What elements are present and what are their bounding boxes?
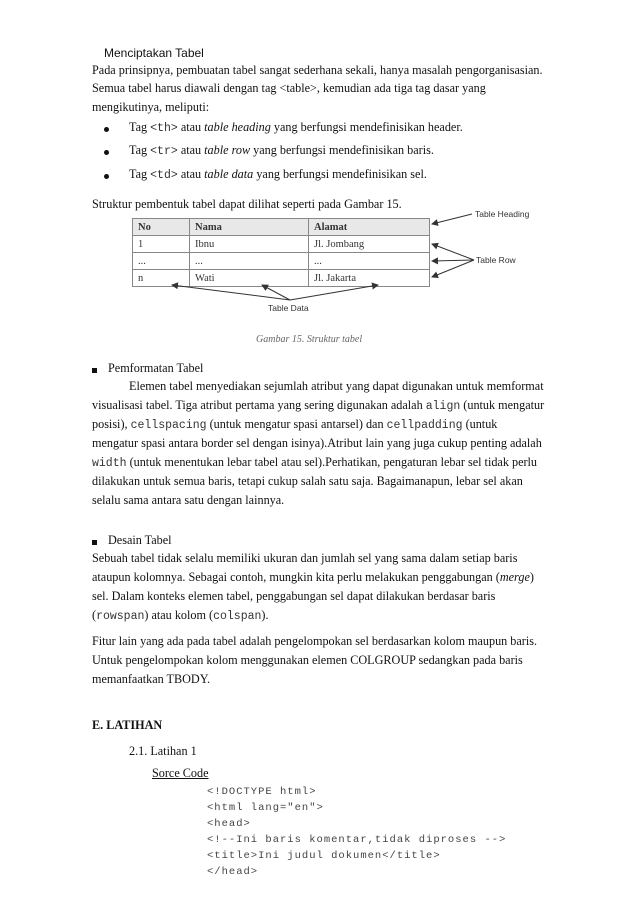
bullet-text: Tag	[129, 143, 148, 157]
text: (untuk	[465, 417, 498, 431]
code-cellpadding: cellpadding	[386, 419, 463, 432]
table-header-cell: No	[133, 219, 190, 236]
row-arrow	[432, 260, 474, 261]
figure-caption: Gambar 15. Struktur tabel	[256, 334, 363, 345]
text: (untuk menentukan lebar tabel atau sel).Perhatikan, pengaturan lebar sel tidak perlu	[129, 455, 538, 469]
code-tag: <td>	[150, 169, 178, 182]
paragraph-line	[92, 417, 497, 432]
paragraph-line: selalu sama antara satu dengan lainnya.	[92, 493, 285, 507]
text: ).	[261, 608, 269, 622]
paragraph-line: mengikutinya, meliputi:	[92, 100, 210, 114]
section-title-menciptakan-tabel: Menciptakan Tabel	[104, 46, 204, 60]
code-line: <!DOCTYPE html>	[207, 786, 317, 798]
subsection-title: 2.1. Latihan 1	[129, 744, 197, 758]
table-cell: ...	[133, 253, 190, 270]
text: ataupun kolomnya. Sebagai contoh, mungkin kita perlu melakukan penggabungan (	[92, 570, 500, 584]
label-table-data: Table Data	[268, 303, 309, 313]
code-align: align	[425, 400, 461, 413]
code-tag: <th>	[150, 122, 178, 135]
text: )	[529, 570, 534, 584]
paragraph-line: Fitur lain yang ada pada tabel adalah pengelompokan sel berdasarkan kolom maupun baris.	[92, 634, 538, 648]
code-line: </head>	[207, 866, 259, 878]
table-cell: n	[133, 270, 190, 287]
row-arrow	[432, 244, 474, 260]
paragraph-line: Elemen tabel menyediakan sejumlah atribut yang dapat digunakan untuk memformat	[129, 379, 544, 393]
text: (untuk mengatur spasi antarsel) dan	[209, 417, 384, 431]
code-tag: <tr>	[150, 145, 178, 158]
code-colspan: colspan	[213, 610, 262, 623]
paragraph-line: Semua tabel harus diawali dengan tag <table>, kemudian ada tiga tag dasar yang	[92, 81, 486, 95]
code-width: width	[92, 457, 127, 470]
term-merge: merge	[499, 570, 530, 584]
paragraph-line: Pada prinsipnya, pembuatan tabel sangat sederhana sekali, hanya masalah pengorganisasian.	[92, 63, 543, 77]
text: ) atau kolom (	[144, 608, 214, 622]
data-arrow	[290, 285, 378, 300]
section-title-desain: Desain Tabel	[108, 533, 172, 547]
table-header-cell: Alamat	[309, 219, 430, 236]
paragraph-line: Struktur pembentuk tabel dapat dilihat seperti pada Gambar 15.	[92, 197, 402, 211]
paragraph-line: mengatur spasi antara border sel dengan isinya).Atribut lain yang juga cukup penting adalah	[92, 436, 542, 450]
bullet-text: atau	[180, 167, 202, 181]
bullet-text: atau	[180, 120, 202, 134]
code-line: <head>	[207, 818, 251, 830]
code-line: <!--Ini baris komentar,tidak diproses -->	[207, 834, 507, 846]
paragraph-line: memanfaatkan TBODY.	[92, 672, 211, 686]
table-cell: Jl. Jakarta	[309, 270, 430, 287]
paragraph-line: Untuk pengelompokan kolom menggunakan elemen COLGROUP sedangkan pada baris	[92, 653, 523, 667]
section-heading-latihan: E. LATIHAN	[92, 718, 163, 732]
paragraph-line	[92, 608, 269, 623]
table-cell: Ibnu	[190, 236, 309, 253]
label-table-row: Table Row	[476, 255, 516, 265]
bullet-term: table data	[204, 167, 254, 181]
bullet-text: yang berfungsi mendefinisikan sel.	[256, 167, 427, 181]
text: (	[92, 608, 97, 622]
paragraph-line	[92, 455, 537, 470]
bullet-term: table heading	[204, 120, 271, 134]
code-line: <html lang="en">	[207, 802, 324, 814]
table-cell: ...	[190, 253, 309, 270]
code-line: <title>Ini judul dokumen</title>	[207, 850, 441, 862]
heading-arrow	[432, 214, 472, 224]
square-bullet-icon	[92, 368, 97, 373]
paragraph-line	[92, 570, 534, 585]
bullet-text: Tag	[129, 120, 148, 134]
table-header-cell: Nama	[190, 219, 309, 236]
source-code-label: Sorce Code	[152, 766, 209, 780]
bullet-text: yang berfungsi mendefinisikan baris.	[253, 143, 434, 157]
section-title-pemformatan: Pemformatan Tabel	[108, 361, 204, 375]
paragraph-line: dilakukan untuk semua baris, tetapi cukup salah satu saja. Bagaimanapun, lebar sel akan	[92, 474, 523, 488]
text: posisi),	[92, 417, 128, 431]
bullet-text: yang berfungsi mendefinisikan header.	[273, 120, 463, 134]
square-bullet-icon	[92, 540, 97, 545]
code-cellspacing: cellspacing	[130, 419, 207, 432]
paragraph-line: Sebuah tabel tidak selalu memiliki ukuran dan jumlah sel yang sama dalam setiap baris	[92, 551, 518, 565]
label-table-heading: Table Heading	[475, 209, 530, 219]
code-rowspan: rowspan	[96, 610, 145, 623]
data-arrow	[172, 285, 290, 300]
paragraph-line	[92, 398, 544, 413]
table-cell: 1	[133, 236, 190, 253]
bullet-text: Tag	[129, 167, 148, 181]
paragraph-line: sel. Dalam konteks elemen tabel, penggabungan sel dapat dilakukan berdasar baris	[92, 589, 496, 603]
row-arrow	[432, 260, 474, 277]
text: (untuk mengatur	[463, 398, 545, 412]
table-cell: Jl. Jombang	[309, 236, 430, 253]
bullet-text: atau	[180, 143, 202, 157]
table-cell: ...	[309, 253, 430, 270]
text: visualisasi tabel. Tiga atribut pertama yang sering digunakan adalah	[92, 398, 423, 412]
table-cell: Wati	[190, 270, 309, 287]
bullet-term: table row	[204, 143, 251, 157]
